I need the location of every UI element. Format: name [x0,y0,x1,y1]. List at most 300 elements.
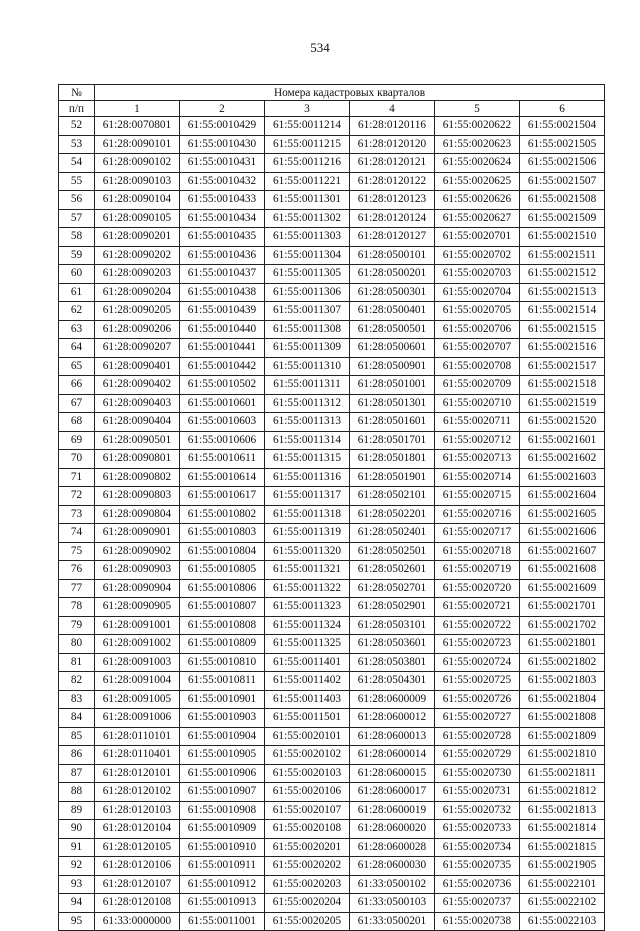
cadastral-number-cell: 61:55:0020703 [435,265,520,284]
cadastral-number-cell: 61:28:0120107 [95,875,180,894]
table-row [59,690,605,709]
table-row [59,912,605,931]
cadastral-number-cell: 61:28:0090904 [95,579,180,598]
table-row [59,357,605,376]
table-row [59,635,605,654]
cadastral-number-cell: 61:28:0501701 [350,431,435,450]
row-number-cell: 52 [59,117,95,136]
cadastral-number-cell: 61:28:0090204 [95,283,180,302]
cadastral-number-cell: 61:28:0120127 [350,228,435,247]
table-row [59,783,605,802]
cadastral-number-cell: 61:55:0010617 [180,487,265,506]
cadastral-number-cell: 61:55:0020727 [435,709,520,728]
table-row [59,191,605,210]
cadastral-number-cell: 61:55:0022103 [520,912,605,931]
cadastral-number-cell: 61:55:0021513 [520,283,605,302]
cadastral-number-cell: 61:55:0010906 [180,764,265,783]
cadastral-number-cell: 61:55:0011001 [180,912,265,931]
column-number: 3 [265,101,350,117]
cadastral-number-cell: 61:28:0501901 [350,468,435,487]
cadastral-number-cell: 61:28:0600012 [350,709,435,728]
row-number-cell: 66 [59,376,95,395]
cadastral-number-cell: 61:55:0011306 [265,283,350,302]
cadastral-number-cell: 61:55:0010908 [180,801,265,820]
cadastral-number-cell: 61:55:0010614 [180,468,265,487]
table-row [59,154,605,173]
cadastral-number-cell: 61:55:0011317 [265,487,350,506]
cadastral-number-cell: 61:28:0120121 [350,154,435,173]
table-row [59,394,605,413]
table-row [59,302,605,321]
cadastral-number-cell: 61:28:0500601 [350,339,435,358]
cadastral-number-cell: 61:55:0010913 [180,894,265,913]
cadastral-number-cell: 61:55:0021607 [520,542,605,561]
cadastral-number-cell: 61:55:0021802 [520,653,605,672]
cadastral-number-cell: 61:55:0021515 [520,320,605,339]
row-number-cell: 91 [59,838,95,857]
cadastral-number-cell: 61:28:0090202 [95,246,180,265]
cadastral-number-cell: 61:55:0010901 [180,690,265,709]
row-number-cell: 63 [59,320,95,339]
cadastral-number-cell: 61:55:0020728 [435,727,520,746]
cadastral-number-cell: 61:55:0011301 [265,191,350,210]
row-number-cell: 79 [59,616,95,635]
header-row-group [59,85,605,101]
cadastral-number-cell: 61:55:0011309 [265,339,350,358]
cadastral-number-cell: 61:55:0020734 [435,838,520,857]
cadastral-number-cell: 61:55:0010809 [180,635,265,654]
cadastral-number-cell: 61:55:0020103 [265,764,350,783]
cadastral-number-cell: 61:33:0500201 [350,912,435,931]
cadastral-number-cell: 61:55:0022102 [520,894,605,913]
row-number-cell: 76 [59,561,95,580]
row-number-cell: 59 [59,246,95,265]
cadastral-number-cell: 61:55:0020738 [435,912,520,931]
cadastral-number-cell: 61:55:0020627 [435,209,520,228]
row-number-cell: 65 [59,357,95,376]
table-row [59,579,605,598]
cadastral-number-cell: 61:55:0020101 [265,727,350,746]
row-number-cell: 70 [59,450,95,469]
cadastral-number-cell: 61:55:0020722 [435,616,520,635]
cadastral-number-cell: 61:55:0020733 [435,820,520,839]
cadastral-number-cell: 61:28:0500301 [350,283,435,302]
cadastral-number-cell: 61:55:0020713 [435,450,520,469]
cadastral-number-cell: 61:55:0021516 [520,339,605,358]
cadastral-number-cell: 61:55:0021512 [520,265,605,284]
table-row [59,117,605,136]
cadastral-number-cell: 61:55:0010804 [180,542,265,561]
cadastral-number-cell: 61:28:0504301 [350,672,435,691]
cadastral-number-cell: 61:55:0011316 [265,468,350,487]
cadastral-number-cell: 61:28:0091004 [95,672,180,691]
row-number-header-bottom: п/п [59,101,95,117]
cadastral-number-cell: 61:55:0010438 [180,283,265,302]
cadastral-number-cell: 61:55:0020202 [265,857,350,876]
cadastral-number-cell: 61:55:0021517 [520,357,605,376]
cadastral-number-cell: 61:55:0011311 [265,376,350,395]
cadastral-number-cell: 61:55:0020702 [435,246,520,265]
cadastral-number-cell: 61:55:0021507 [520,172,605,191]
cadastral-number-cell: 61:55:0021508 [520,191,605,210]
row-number-cell: 55 [59,172,95,191]
row-number-cell: 71 [59,468,95,487]
cadastral-number-cell: 61:55:0021514 [520,302,605,321]
cadastral-number-cell: 61:55:0010806 [180,579,265,598]
cadastral-number-cell: 61:55:0020712 [435,431,520,450]
cadastral-number-cell: 61:55:0020626 [435,191,520,210]
cadastral-number-cell: 61:28:0501801 [350,450,435,469]
cadastral-number-cell: 61:28:0502201 [350,505,435,524]
cadastral-number-cell: 61:28:0500401 [350,302,435,321]
cadastral-number-cell: 61:28:0500101 [350,246,435,265]
cadastral-number-cell: 61:55:0010811 [180,672,265,691]
row-number-header-top: № [59,85,95,101]
row-number-cell: 72 [59,487,95,506]
cadastral-number-cell: 61:55:0020718 [435,542,520,561]
cadastral-number-cell: 61:28:0501601 [350,413,435,432]
cadastral-number-cell: 61:55:0020726 [435,690,520,709]
table-row [59,265,605,284]
cadastral-number-cell: 61:28:0120108 [95,894,180,913]
cadastral-number-cell: 61:28:0600028 [350,838,435,857]
cadastral-number-cell: 61:33:0500102 [350,875,435,894]
cadastral-number-cell: 61:28:0091006 [95,709,180,728]
cadastral-number-cell: 61:28:0600015 [350,764,435,783]
cadastral-number-cell: 61:55:0010611 [180,450,265,469]
cadastral-number-cell: 61:55:0011322 [265,579,350,598]
cadastral-number-cell: 61:55:0020623 [435,135,520,154]
cadastral-number-cell: 61:55:0010431 [180,154,265,173]
cadastral-number-cell: 61:55:0021813 [520,801,605,820]
row-number-cell: 54 [59,154,95,173]
cadastral-number-cell: 61:55:0011403 [265,690,350,709]
row-number-cell: 82 [59,672,95,691]
cadastral-number-cell: 61:28:0120104 [95,820,180,839]
cadastral-number-cell: 61:55:0020704 [435,283,520,302]
cadastral-number-cell: 61:55:0010433 [180,191,265,210]
cadastral-number-cell: 61:28:0090402 [95,376,180,395]
table-row [59,820,605,839]
cadastral-number-cell: 61:55:0011312 [265,394,350,413]
table-row [59,616,605,635]
cadastral-number-cell: 61:28:0090207 [95,339,180,358]
row-number-cell: 60 [59,265,95,284]
cadastral-number-cell: 61:28:0600020 [350,820,435,839]
cadastral-number-cell: 61:55:0010601 [180,394,265,413]
row-number-cell: 75 [59,542,95,561]
cadastral-number-cell: 61:55:0011307 [265,302,350,321]
cadastral-number-cell: 61:55:0020717 [435,524,520,543]
table-row [59,339,605,358]
cadastral-number-cell: 61:55:0022101 [520,875,605,894]
cadastral-number-cell: 61:55:0021812 [520,783,605,802]
cadastral-number-cell: 61:55:0010502 [180,376,265,395]
cadastral-number-cell: 61:28:0090804 [95,505,180,524]
cadastral-number-cell: 61:28:0090201 [95,228,180,247]
cadastral-number-cell: 61:55:0020102 [265,746,350,765]
cadastral-number-cell: 61:55:0021808 [520,709,605,728]
table-row [59,413,605,432]
row-number-cell: 58 [59,228,95,247]
row-number-cell: 94 [59,894,95,913]
cadastral-number-cell: 61:55:0021510 [520,228,605,247]
cadastral-number-cell: 61:55:0020204 [265,894,350,913]
cadastral-number-cell: 61:55:0020724 [435,653,520,672]
page-number: 534 [310,40,330,55]
table-row [59,746,605,765]
column-number: 4 [350,101,435,117]
row-number-cell: 77 [59,579,95,598]
table-row [59,468,605,487]
cadastral-number-cell: 61:55:0011501 [265,709,350,728]
cadastral-number-cell: 61:55:0010441 [180,339,265,358]
cadastral-number-cell: 61:55:0020706 [435,320,520,339]
cadastral-number-cell: 61:28:0090104 [95,191,180,210]
cadastral-number-cell: 61:55:0010439 [180,302,265,321]
cadastral-number-cell: 61:28:0090102 [95,154,180,173]
cadastral-number-cell: 61:55:0021511 [520,246,605,265]
cadastral-number-cell: 61:55:0011221 [265,172,350,191]
row-number-cell: 53 [59,135,95,154]
cadastral-number-cell: 61:28:0091005 [95,690,180,709]
cadastral-number-cell: 61:55:0010606 [180,431,265,450]
cadastral-number-cell: 61:55:0020708 [435,357,520,376]
cadastral-number-cell: 61:28:0090901 [95,524,180,543]
cadastral-number-cell: 61:55:0021602 [520,450,605,469]
cadastral-number-cell: 61:55:0010805 [180,561,265,580]
cadastral-number-cell: 61:55:0021811 [520,764,605,783]
cadastral-number-cell: 61:28:0500501 [350,320,435,339]
table-row [59,838,605,857]
cadastral-number-cell: 61:55:0011308 [265,320,350,339]
cadastral-number-cell: 61:28:0090905 [95,598,180,617]
cadastral-number-cell: 61:55:0010436 [180,246,265,265]
cadastral-number-cell: 61:28:0090105 [95,209,180,228]
row-number-cell: 80 [59,635,95,654]
cadastral-number-cell: 61:55:0010435 [180,228,265,247]
cadastral-number-cell: 61:55:0021506 [520,154,605,173]
cadastral-number-cell: 61:55:0010909 [180,820,265,839]
cadastral-number-cell: 61:28:0501301 [350,394,435,413]
cadastral-number-cell: 61:28:0090903 [95,561,180,580]
cadastral-number-cell: 61:55:0010803 [180,524,265,543]
cadastral-number-cell: 61:55:0010810 [180,653,265,672]
cadastral-number-cell: 61:28:0600014 [350,746,435,765]
cadastral-number-cell: 61:55:0021605 [520,505,605,524]
cadastral-number-cell: 61:55:0010437 [180,265,265,284]
row-number-cell: 56 [59,191,95,210]
cadastral-number-cell: 61:55:0021509 [520,209,605,228]
cadastral-number-cell: 61:55:0011310 [265,357,350,376]
row-number-cell: 81 [59,653,95,672]
cadastral-number-cell: 61:28:0090206 [95,320,180,339]
cadastral-number-cell: 61:28:0502701 [350,579,435,598]
cadastral-number-cell: 61:55:0010429 [180,117,265,136]
cadastral-number-cell: 61:55:0021604 [520,487,605,506]
cadastral-number-cell: 61:55:0021609 [520,579,605,598]
cadastral-number-cell: 61:55:0010912 [180,875,265,894]
cadastral-number-cell: 61:55:0011324 [265,616,350,635]
table-row [59,709,605,728]
cadastral-number-cell: 61:55:0011319 [265,524,350,543]
cadastral-number-cell: 61:55:0020725 [435,672,520,691]
table-row [59,283,605,302]
cadastral-number-cell: 61:28:0120101 [95,764,180,783]
cadastral-number-cell: 61:28:0091002 [95,635,180,654]
cadastral-number-cell: 61:55:0011313 [265,413,350,432]
cadastral-number-cell: 61:55:0010440 [180,320,265,339]
cadastral-number-cell: 61:55:0020710 [435,394,520,413]
cadastral-number-cell: 61:55:0011318 [265,505,350,524]
cadastral-number-cell: 61:55:0020723 [435,635,520,654]
cadastral-number-cell: 61:55:0021905 [520,857,605,876]
cadastral-number-cell: 61:28:0120116 [350,117,435,136]
table-row [59,857,605,876]
cadastral-number-cell: 61:55:0010807 [180,598,265,617]
table-row [59,487,605,506]
cadastral-number-cell: 61:55:0021814 [520,820,605,839]
cadastral-number-cell: 61:55:0011215 [265,135,350,154]
cadastral-number-cell: 61:28:0120102 [95,783,180,802]
cadastral-number-cell: 61:55:0010808 [180,616,265,635]
cadastral-number-cell: 61:28:0502901 [350,598,435,617]
cadastral-number-cell: 61:55:0011401 [265,653,350,672]
cadastral-number-cell: 61:55:0021518 [520,376,605,395]
cadastral-number-cell: 61:55:0020716 [435,505,520,524]
cadastral-number-cell: 61:55:0011323 [265,598,350,617]
cadastral-number-cell: 61:28:0501001 [350,376,435,395]
row-number-cell: 92 [59,857,95,876]
cadastral-number-cell: 61:28:0090404 [95,413,180,432]
cadastral-number-cell: 61:55:0021504 [520,117,605,136]
cadastral-number-cell: 61:55:0021519 [520,394,605,413]
cadastral-number-cell: 61:28:0120105 [95,838,180,857]
cadastral-number-cell: 61:28:0120123 [350,191,435,210]
cadastral-number-cell: 61:55:0010905 [180,746,265,765]
table-row [59,801,605,820]
cadastral-number-cell: 61:28:0090403 [95,394,180,413]
cadastral-number-cell: 61:55:0020737 [435,894,520,913]
table-row [59,450,605,469]
table-row [59,764,605,783]
cadastral-number-cell: 61:55:0011302 [265,209,350,228]
row-number-cell: 83 [59,690,95,709]
cadastral-number-cell: 61:55:0011320 [265,542,350,561]
cadastral-number-cell: 61:55:0021702 [520,616,605,635]
table-row [59,672,605,691]
table-row [59,598,605,617]
cadastral-number-cell: 61:55:0020205 [265,912,350,931]
cadastral-number-cell: 61:55:0020720 [435,579,520,598]
cadastral-number-cell: 61:55:0011315 [265,450,350,469]
cadastral-number-cell: 61:55:0020705 [435,302,520,321]
table-row [59,376,605,395]
row-number-cell: 62 [59,302,95,321]
cadastral-number-cell: 61:55:0010910 [180,838,265,857]
row-number-cell: 57 [59,209,95,228]
table-row [59,727,605,746]
cadastral-number-cell: 61:28:0120103 [95,801,180,820]
cadastral-number-cell: 61:55:0021803 [520,672,605,691]
table-row [59,135,605,154]
cadastral-number-cell: 61:28:0110401 [95,746,180,765]
cadastral-number-cell: 61:55:0020106 [265,783,350,802]
cadastral-number-cell: 61:55:0011303 [265,228,350,247]
cadastral-number-cell: 61:55:0020729 [435,746,520,765]
cadastral-number-cell: 61:55:0021601 [520,431,605,450]
cadastral-number-cell: 61:28:0120120 [350,135,435,154]
row-number-cell: 95 [59,912,95,931]
cadastral-number-cell: 61:28:0502101 [350,487,435,506]
cadastral-number-cell: 61:28:0120124 [350,209,435,228]
cadastral-number-cell: 61:28:0090802 [95,468,180,487]
cadastral-number-cell: 61:28:0502601 [350,561,435,580]
cadastral-number-cell: 61:55:0020201 [265,838,350,857]
row-number-cell: 86 [59,746,95,765]
row-number-cell: 88 [59,783,95,802]
cadastral-number-cell: 61:28:0120122 [350,172,435,191]
cadastral-number-cell: 61:55:0011216 [265,154,350,173]
cadastral-number-cell: 61:33:0500103 [350,894,435,913]
table-row [59,228,605,247]
column-number: 1 [95,101,180,117]
cadastral-number-cell: 61:28:0600017 [350,783,435,802]
cadastral-number-cell: 61:28:0090801 [95,450,180,469]
table-row [59,209,605,228]
cadastral-number-cell: 61:55:0020107 [265,801,350,820]
table-row [59,246,605,265]
cadastral-number-cell: 61:55:0020108 [265,820,350,839]
cadastral-number-cell: 61:55:0010603 [180,413,265,432]
cadastral-number-cell: 61:55:0020735 [435,857,520,876]
cadastral-number-cell: 61:55:0020625 [435,172,520,191]
table-row [59,561,605,580]
table-row [59,172,605,191]
row-number-cell: 85 [59,727,95,746]
row-number-cell: 74 [59,524,95,543]
row-number-cell: 61 [59,283,95,302]
cadastral-number-cell: 61:55:0020624 [435,154,520,173]
cadastral-number-cell: 61:55:0021505 [520,135,605,154]
cadastral-number-cell: 61:55:0021815 [520,838,605,857]
cadastral-number-cell: 61:28:0091001 [95,616,180,635]
cadastral-number-cell: 61:55:0020732 [435,801,520,820]
cadastral-number-cell: 61:55:0020731 [435,783,520,802]
cadastral-number-cell: 61:55:0010904 [180,727,265,746]
cadastral-number-cell: 61:28:0070801 [95,117,180,136]
cadastral-number-cell: 61:55:0010903 [180,709,265,728]
cadastral-number-cell: 61:28:0502501 [350,542,435,561]
cadastral-number-cell: 61:55:0010432 [180,172,265,191]
cadastral-quarters-table [58,84,605,931]
column-number: 5 [435,101,520,117]
row-number-cell: 73 [59,505,95,524]
cadastral-number-cell: 61:55:0020719 [435,561,520,580]
cadastral-number-cell: 61:55:0010430 [180,135,265,154]
row-number-cell: 69 [59,431,95,450]
cadastral-number-cell: 61:55:0020730 [435,764,520,783]
table-row [59,653,605,672]
table-body [59,117,605,931]
row-number-cell: 67 [59,394,95,413]
cadastral-number-cell: 61:55:0020715 [435,487,520,506]
cadastral-number-cell: 61:28:0090103 [95,172,180,191]
cadastral-number-cell: 61:55:0011402 [265,672,350,691]
row-number-cell: 89 [59,801,95,820]
cadastral-number-cell: 61:55:0020736 [435,875,520,894]
cadastral-number-cell: 61:28:0090203 [95,265,180,284]
